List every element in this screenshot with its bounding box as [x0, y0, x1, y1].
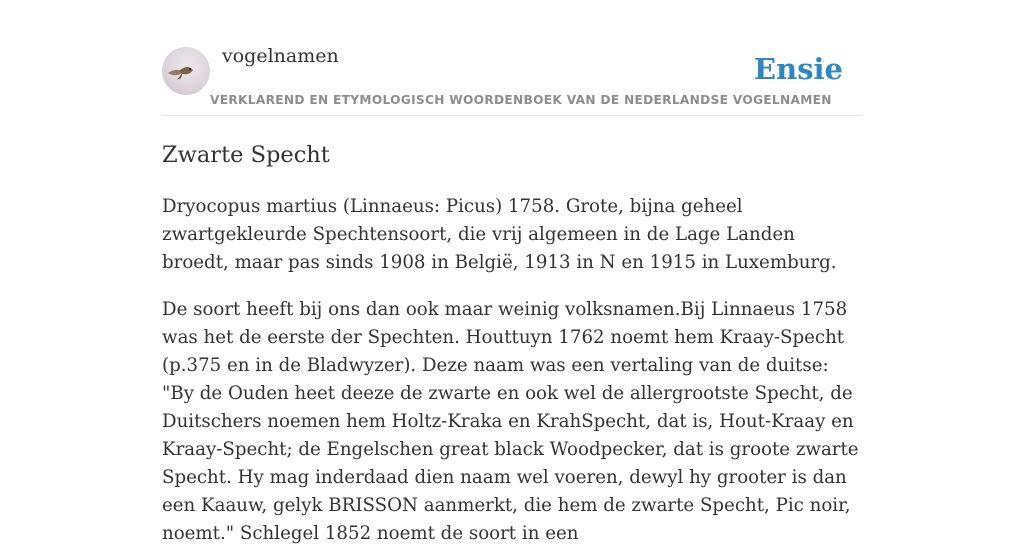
- site-header: [162, 0, 862, 116]
- site-subtitle: VERKLAREND EN ETYMOLOGISCH WOORDENBOEK VAN DE NEDERLANDSE VOGELNAMEN: [210, 93, 832, 107]
- bird-icon: [162, 47, 210, 95]
- ensie-logo[interactable]: Ensie: [754, 52, 843, 86]
- article-paragraph: De soort heeft bij ons dan ook maar weinig volksnamen.Bij Linnaeus 1758 was het de eerste der Spechten. Houttuyn 1762 noemt hem Kraay-Specht (p.375 en in de Bladwyzer). Deze naam was een vertaling van de duitse: "By de Ouden heet deeze de zwarte en ook wel de allergrootste Specht, de Duitschers noemen hem Holtz-Kraka en KrahSpecht, dat is, Hout-Kraay en Kraay-Specht; de Engelschen great black Woodpecker, dat is groote zwarte Specht. Hy mag inderdaad dien naam wel voeren, dewyl hy grooter is dan een Kaauw, gelyk BRISSON aanmerkt, die hem de zwarte Specht, Pic noir, noemt." Schlegel 1852 noemt de soort in een: [162, 299, 859, 544]
- site-name[interactable]: vogelnamen: [222, 45, 339, 67]
- article: [162, 140, 864, 548]
- bird-avatar-icon[interactable]: [162, 47, 210, 95]
- article-title: Zwarte Specht: [162, 142, 330, 168]
- article-paragraph: Dryocopus martius (Linnaeus: Picus) 1758. Grote, bijna geheel zwartgekleurde Spechtensoort, die vrij algemeen in de Lage Landen broedt, maar pas sinds 1908 in België, 1913 in N en 1915 in Luxemburg.: [162, 196, 837, 273]
